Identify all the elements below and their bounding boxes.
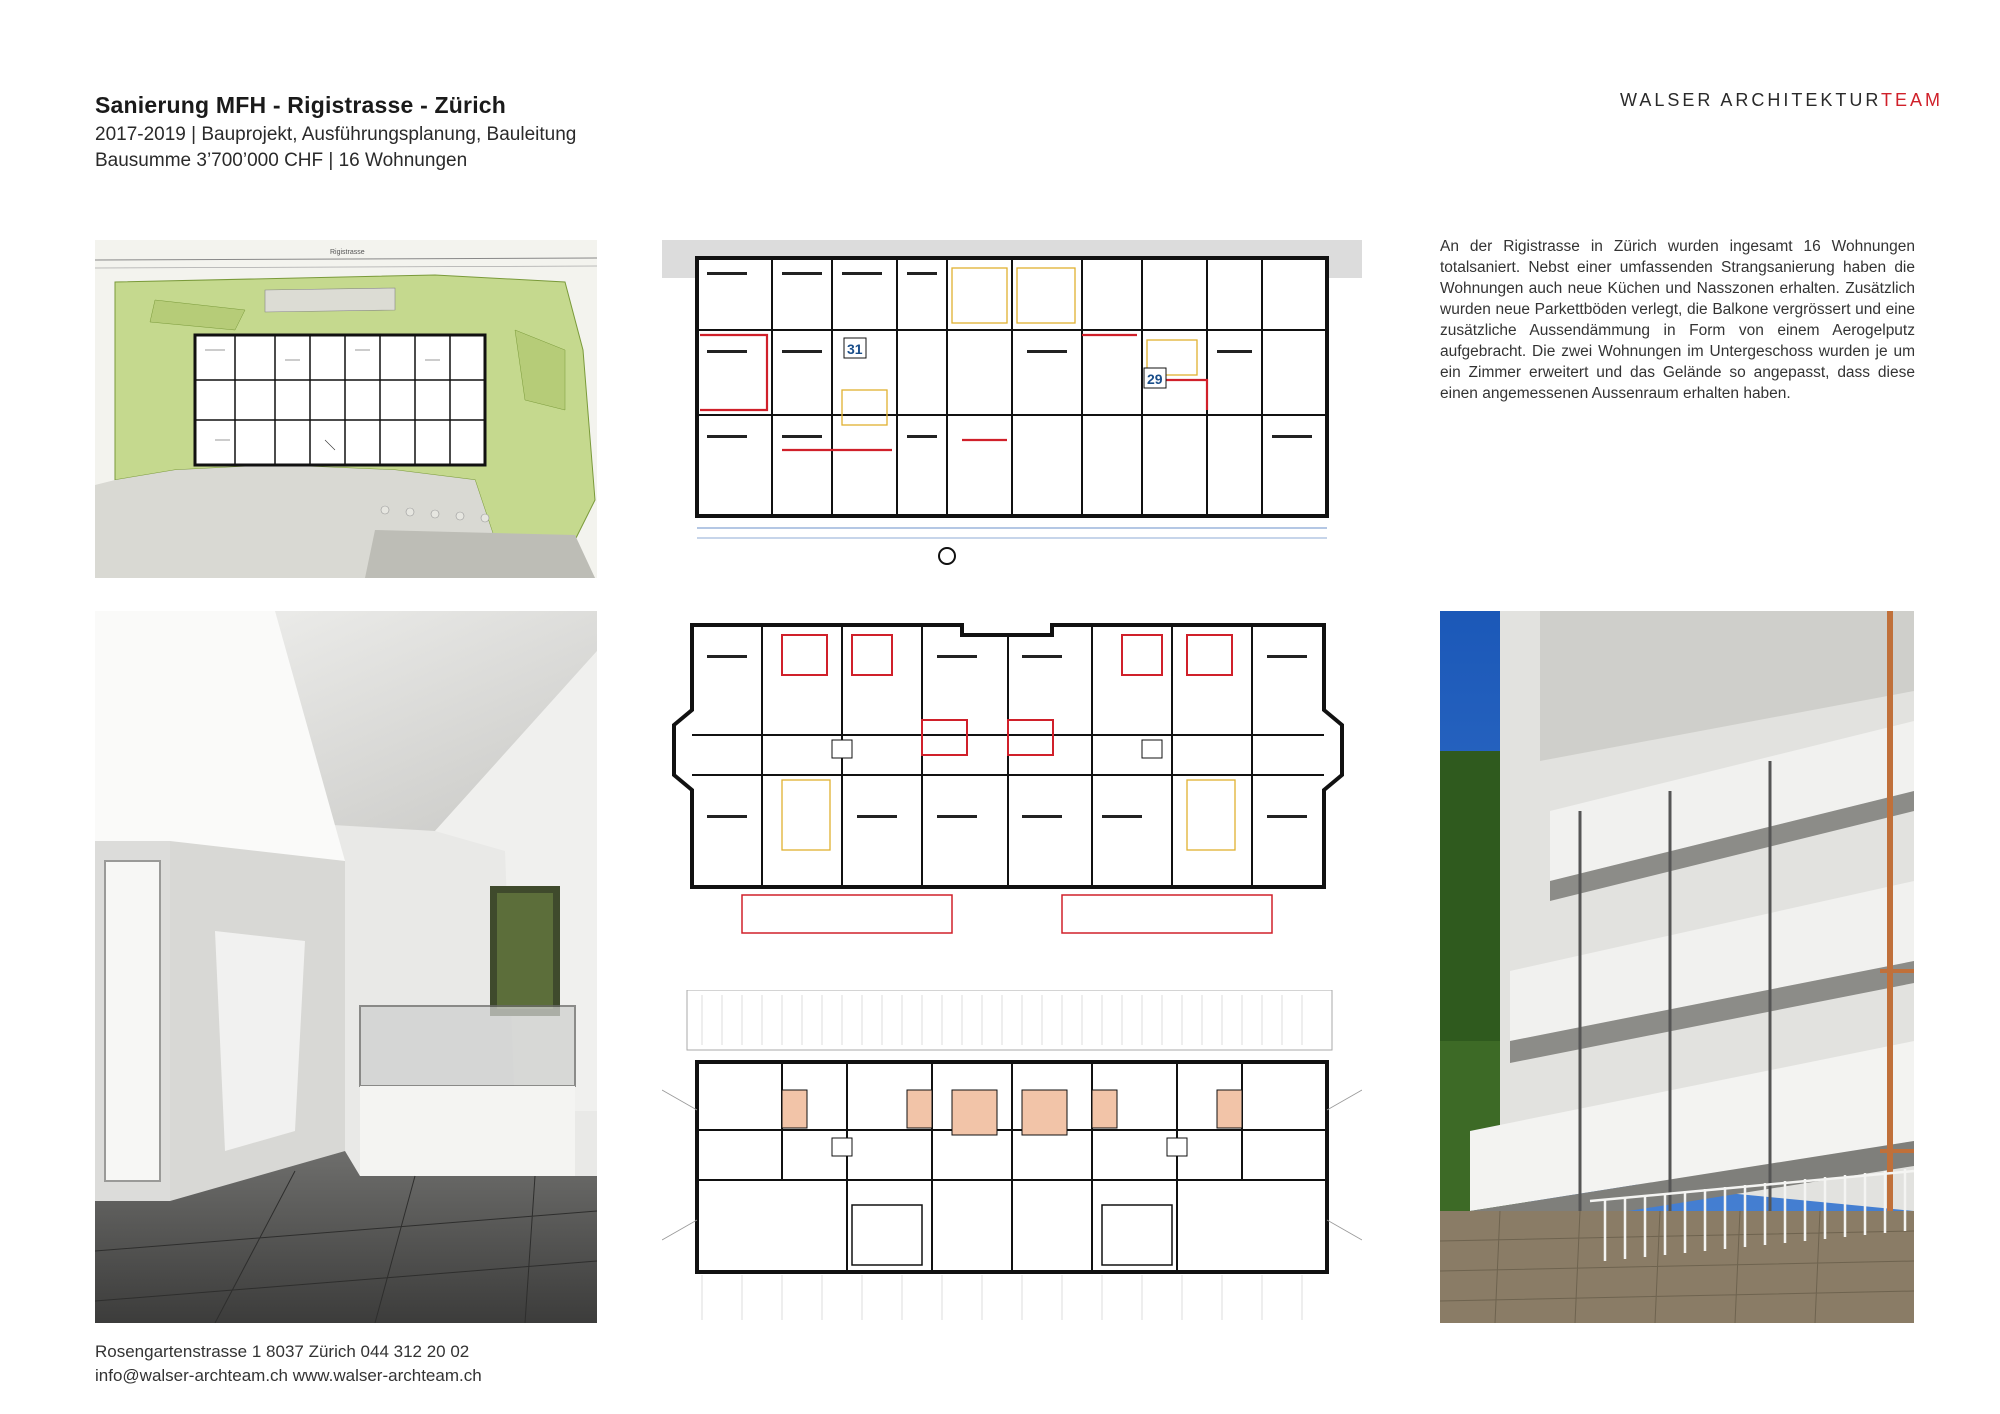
site-plan-image [95,240,597,578]
exterior-photo [1440,611,1914,1323]
upper-floor-plan [672,615,1344,945]
logo-main-text: WALSER ARCHITEKTUR [1620,90,1882,110]
footer-address: Rosengartenstrasse 1 8037 Zürich 044 312 20 02 [95,1342,470,1361]
footer-contact: info@walser-archteam.ch www.walser-archteam.ch [95,1366,482,1385]
basement-floor-plan [662,240,1362,570]
project-period: 2017-2019 | Bauprojekt, Ausführungsplanung, Bauleitung [95,124,577,145]
company-logo [1620,90,1943,111]
interior-photo [95,611,597,1323]
logo-accent-text: TEAM [1881,90,1944,110]
stair-number-right: 29 [1147,371,1163,387]
project-description: An der Rigistrasse in Zürich wurden ingesamt 16 Wohnungen totalsaniert. Nebst einer umfassenden Strangsanierung haben die Wohnungen auch neue Küchen und Nasszonen erhalten. Zusätzlich wurden neue Parkettböden verlegt, die Balkone vergrössert und eine zusätzliche Aussendämmung in Form von einem Aerogelputz aufgebracht. Die zwei Wohnungen im Untergeschoss wurden je um ein Zimmer erweitert und das Gelände so angepasst, dass diese einen angemessenen Aussenraum erhalten haben. [1440,238,1915,402]
attic-floor-plan [662,990,1362,1322]
stair-number-left: 31 [847,341,863,357]
page-title: Sanierung MFH - Rigistrasse - Zürich [95,92,507,118]
street-label: Rigistrasse [330,249,365,256]
project-budget: Bausumme 3’700’000 CHF | 16 Wohnungen [95,150,468,171]
